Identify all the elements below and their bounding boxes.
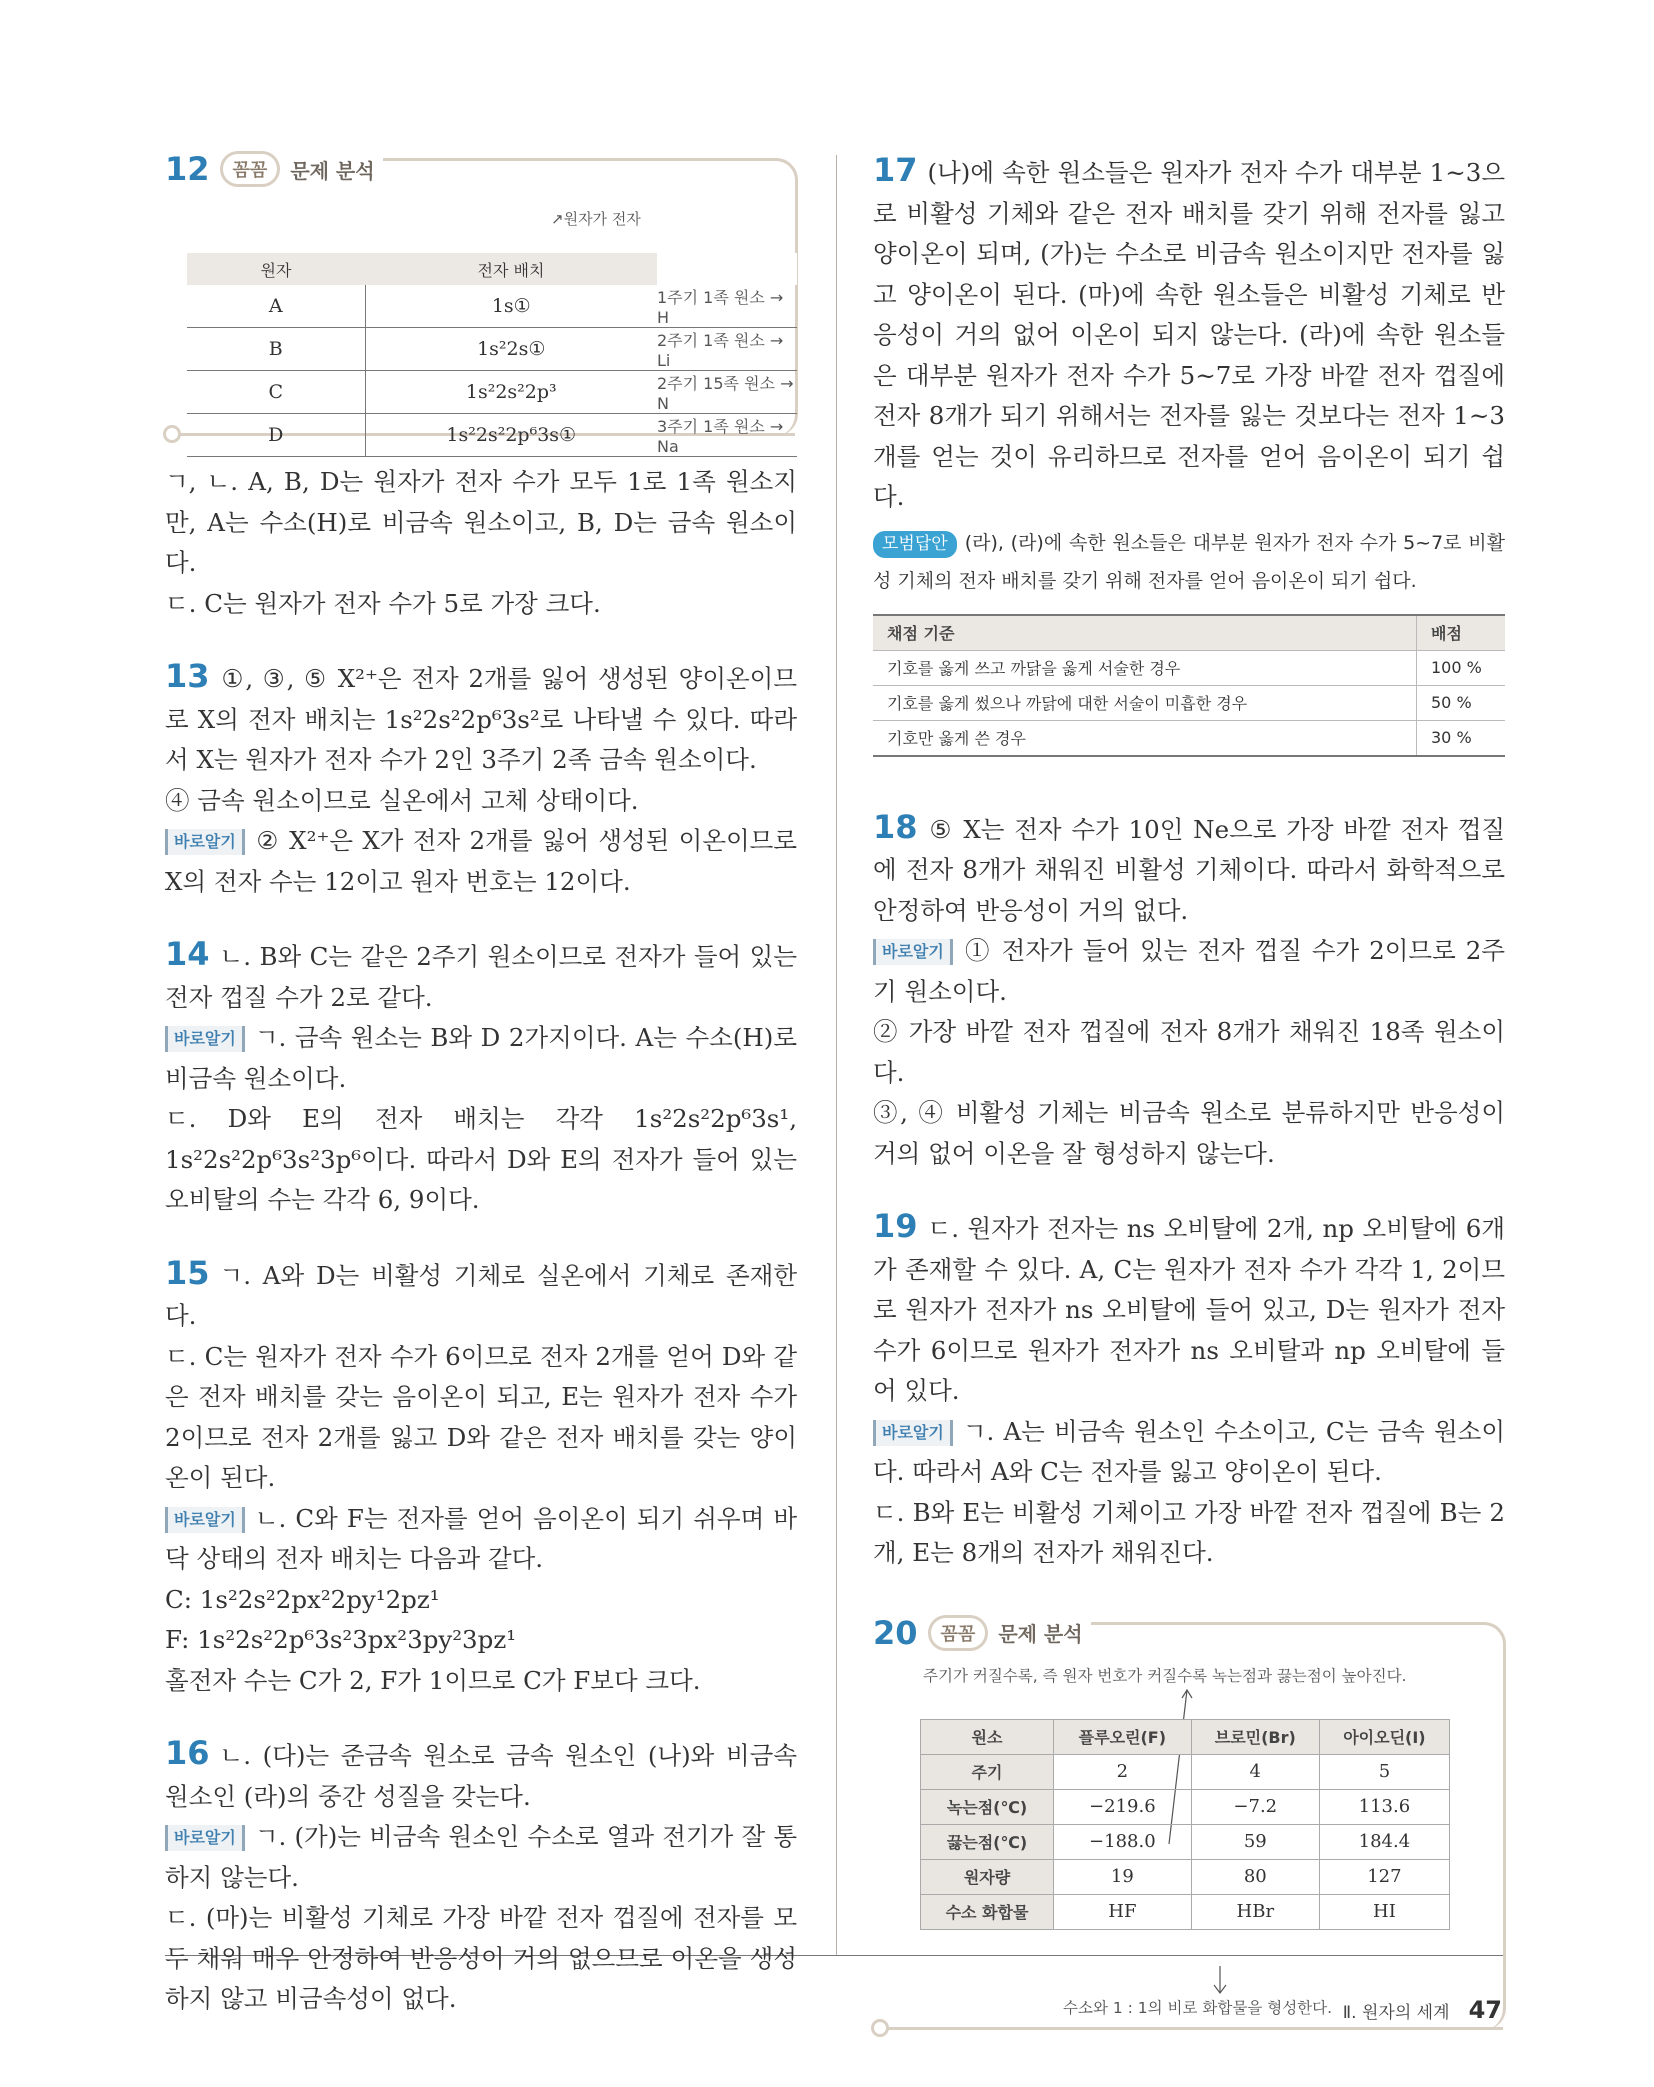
q12-header-atom: 원자 [187,253,365,285]
q15-baro: 바로알기 ㄴ. C와 F는 전자를 얻어 음이온이 되기 쉬우며 바닥 상태의 전자 배치는 다음과 같다. [165,1503,797,1573]
q15-last: 홀전자 수는 C가 2, F가 1이므로 C가 F보다 크다. [165,1665,701,1695]
q20-bottom-note: 수소와 1 : 1의 비로 화합물을 형성한다. [1063,1998,1333,2017]
q18-baro: 바로알기 ① 전자가 들어 있는 전자 껍질 수가 2이므로 2주기 원소이다. [873,936,1505,1006]
q17-score-table [873,614,1505,757]
q12-line-1: ㄱ, ㄴ. A, B, D는 원자가 전자 수가 모두 1로 1족 원소지만, A는 수소(H)로 비금속 원소이고, B, D는 금속 원소이다. [165,467,797,577]
q18-extra-2: ③, ④ 비활성 기체는 비금속 원소로 분류하지만 반응성이 거의 없어 이온을 잘 형성하지 않는다. [873,1098,1505,1168]
q12-note: 원자가 전자 [563,210,641,228]
q16-extra: ㄷ. (마)는 비활성 기체로 가장 바깥 전자 껍질에 전자를 모두 채워 매우 안정하여 반응성이 거의 없으므로 이온을 생성하지 않고 비금속성이 없다. [165,1903,797,2013]
right-column [873,150,1505,2034]
q20-label: 문제 분석 [998,1622,1083,1646]
q18-extra-1: ② 가장 바깥 전자 껍질에 전자 8개가 채워진 18족 원소이다. [873,1017,1505,1087]
q15-body: 15 ㄱ. A와 D는 비활성 기체로 실온에서 기체로 존재한다. [165,1253,797,1330]
table-row: 기호를 옳게 썼으나 까닭에 대한 서술이 미흡한 경우 50 % [873,685,1505,720]
q14-extra: ㄷ. D와 E의 전자 배치는 각각 1s²2s²2p⁶3s¹, 1s²2s²2p⁶3s²3p⁶이다. 따라서 D와 E의 전자가 들어 있는 오비탈의 수는 각각 6, 9이다. [165,1104,797,1214]
table-row: 기호를 옳게 쓰고 까닭을 옳게 서술한 경우 100 % [873,650,1505,685]
q12-badge: 꼼꼼 [220,151,281,187]
table-row: D 1s²2s²2p⁶3s① 3주기 1족 원소 → Na [187,414,797,457]
page-footer [1343,1996,1502,2024]
table-row: 수소 화합물 HF HBr HI [921,1894,1450,1929]
q13-baro: 바로알기 ② X²⁺은 X가 전자 2개를 잃어 생성된 이온이므로 X의 전자 수는 12이고 원자 번호는 12이다. [165,826,797,896]
q15-number: 15 [165,1253,210,1292]
q13-line-2: ④ 금속 원소이므로 실온에서 고체 상태이다. [165,785,639,815]
q16-baro-label: 바로알기 [165,1825,245,1851]
score-header-points: 배점 [1417,615,1506,651]
q17-model-label: 모범답안 [873,531,957,558]
score-header-criterion: 채점 기준 [873,615,1417,651]
table-row: B 1s²2s① 2주기 1족 원소 → Li [187,328,797,371]
q12-line-2: ㄷ. C는 원자가 전자 수가 5로 가장 크다. [165,588,601,618]
table-row: A 1s① 1주기 1족 원소 → H [187,285,797,328]
q14-baro-label: 바로알기 [165,1026,245,1052]
left-column [165,150,797,2020]
q20-analysis [873,1614,1505,2034]
q16-baro: 바로알기 ㄱ. (가)는 비금속 원소인 수소로 열과 전기가 잘 통하지 않는다. [165,1822,797,1892]
q14-baro: 바로알기 ㄱ. 금속 원소는 B와 D 2가지이다. A는 수소(H)로 비금속 원소이다. [165,1023,797,1093]
q20-table: 원소 플루오린(F) 브로민(Br) 아이오딘(I) 주기 2 4 5 녹는점(℃) −219.6 −7.2 113.6 끓는점(℃) −188.0 59 184.4 원자량 19 80 127 수소 화합물 HF HBr HI [920,1719,1450,1930]
q19-baro: 바로알기 ㄱ. A는 비금속 원소인 수소이고, C는 금속 원소이다. 따라서 A와 C는 전자를 잃고 양이온이 된다. [873,1416,1505,1486]
q12-header-config: 전자 배치 [365,253,657,285]
q20-badge: 꼼꼼 [928,1615,989,1651]
q19-baro-label: 바로알기 [873,1420,953,1446]
q17-model: 모범답안 (라), (라)에 속한 원소들은 대부분 원자가 전자 수가 5~7로 비활성 기체의 전자 배치를 갖기 위해 전자를 얻어 음이온이 되기 쉽다. [873,531,1505,592]
q12-analysis: 12 꼼꼼 문제 분석 ↗원자가 전자 원자 전자 배치 A 1s① 1주기 1족 원소 → H B 1s²2s① 2주기 1족 원소 → Li C 1s²2s²2p³ 2주기 15족 원소 → N D 1s²2s²2p⁶3s① 3주기 1족 원소 → Na [165,150,797,440]
q14-number: 14 [165,935,210,973]
q16-body: 16 ㄴ. (다)는 준금속 원소로 금속 원소인 (나)와 비금속 원소인 (라)의 중간 성질을 갖는다. [165,1734,797,1811]
q12-label: 문제 분석 [290,158,375,183]
q20-top-note: 주기가 커질수록, 즉 원자 번호가 커질수록 녹는점과 끓는점이 높아진다. [923,1666,1407,1685]
q13-baro-label: 바로알기 [165,829,245,855]
q16-number: 16 [165,1734,210,1772]
q12-table [187,253,797,457]
table-row: C 1s²2s²2p³ 2주기 15족 원소 → N [187,371,797,414]
q15-baro-label: 바로알기 [165,1507,245,1533]
q13-number: 13 [165,657,210,695]
q20-number: 20 [873,1613,918,1652]
table-row: 주기 2 4 5 [921,1754,1450,1789]
page-number: 47 [1468,1996,1502,2024]
q13-body: 13 ①, ③, ⑤ X²⁺은 전자 2개를 잃어 생성된 양이온이므로 X의 전자 배치는 1s²2s²2p⁶3s²로 나타낼 수 있다. 따라서 X는 원자가 전자 수가 2인 3주기 2족 금속 원소이다. [165,657,797,774]
table-row: 끓는점(℃) −188.0 59 184.4 [921,1824,1450,1859]
table-row: 기호만 옳게 쓴 경우 30 % [873,720,1505,756]
table-row: 원자량 19 80 127 [921,1859,1450,1894]
q15-f-config: F: 1s²2s²2p⁶3s²3px²3py²3pz¹ [165,1625,517,1654]
q17-body: 17 (나)에 속한 원소들은 원자가 전자 수가 대부분 1~3으로 비활성 기체와 같은 전자 배치를 갖기 위해 전자를 잃고 양이온이 되며, (가)는 수소로 비금속 원소이지만 전자를 잃고 양이온이 된다. (마)에 속한 원소들은 비활성 기체로 반응성이 거의 없어 이온이 되지 않는다. (라)에 속한 원소들은 대부분 원자가 전자 수가 5~7로 가장 바깥 전자 껍질에 전자 8개가 되기 위해서는 전자를 잃는 것보다는 전자 1~3개를 얻는 것이 유리하므로 전자를 얻어 음이온이 되기 쉽다. [873,151,1505,511]
column-divider [836,155,837,1955]
q19-body: 19 ㄷ. 원자가 전자는 ns 오비탈에 2개, np 오비탈에 6개가 존재할 수 있다. A, C는 원자가 전자 수가 각각 1, 2이므로 원자가 전자가 ns 오비탈에 들어 있고, D는 원자가 전자 수가 6이므로 원자가 전자가 ns 오비탈과 np 오비탈에 들어 있다. [873,1207,1505,1405]
q12-number: 12 [165,150,210,188]
q19-number: 19 [873,1207,918,1245]
q14-body: 14 ㄴ. B와 C는 같은 2주기 원소이므로 전자가 들어 있는 전자 껍질 수가 2로 같다. [165,935,797,1012]
footer-section: Ⅱ. 원자의 세계 [1342,2003,1450,2023]
q18-baro-label: 바로알기 [873,939,953,965]
q18-body: 18 ⑤ X는 전자 수가 10인 Ne으로 가장 바깥 전자 껍질에 전자 8개가 채워진 비활성 기체이다. 따라서 화학적으로 안정하여 반응성이 거의 없다. [873,807,1505,925]
q18-number: 18 [873,807,918,846]
q17-number: 17 [873,151,918,189]
q19-extra: ㄷ. B와 E는 비활성 기체이고 가장 바깥 전자 껍질에 B는 2개, E는 8개의 전자가 채워진다. [873,1497,1505,1567]
q15-line-2: ㄷ. C는 원자가 전자 수가 6이므로 전자 2개를 얻어 D와 같은 전자 배치를 갖는 음이온이 되고, E는 원자가 전자 수가 2이므로 전자 2개를 잃고 D와 같은 전자 배치를 갖는 양이온이 된다. [165,1341,797,1492]
table-row: 녹는점(℃) −219.6 −7.2 113.6 [921,1789,1450,1824]
q15-c-config: C: 1s²2s²2px²2py¹2pz¹ [165,1584,440,1614]
